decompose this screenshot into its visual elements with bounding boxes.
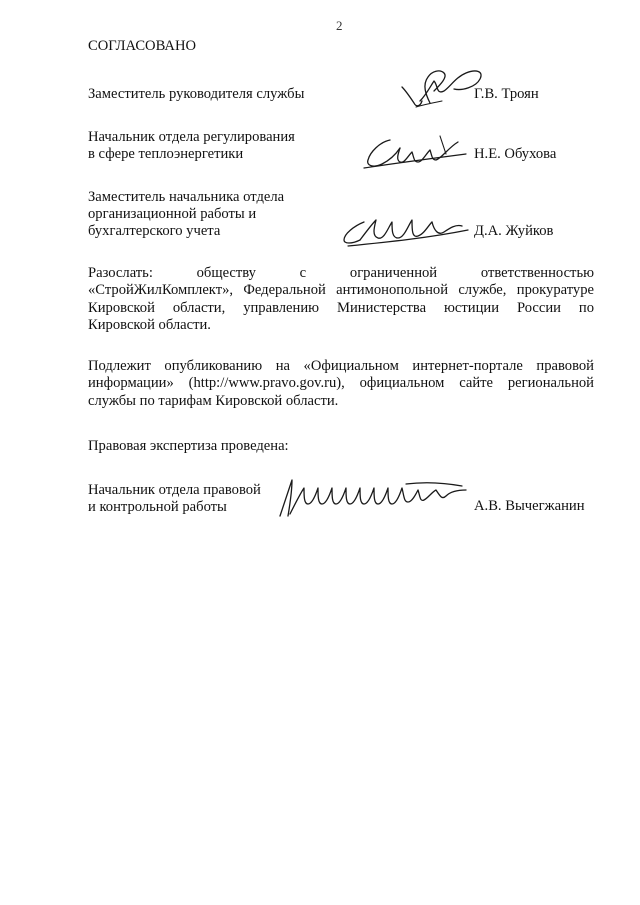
distribution-paragraph [88, 265, 594, 334]
signatory-3-role-line: организационной работы и [88, 206, 257, 222]
legal-review-role-line: и контрольной работы [88, 499, 227, 515]
legal-review-role [88, 482, 261, 516]
distribution-line: Кировской области, управлению Министерства юстиции России по [88, 299, 594, 316]
signatory-2-role [88, 129, 295, 163]
signatory-1-role-line: Заместитель руководителя службы [88, 86, 305, 102]
publication-paragraph [88, 358, 594, 410]
signatory-3-name: Д.А. Жуйков [474, 223, 554, 239]
signatory-2-signature [360, 128, 475, 178]
signatory-3-role [88, 189, 284, 240]
distribution-line: «СтройЖилКомплект», Федеральной антимонопольной службе, прокуратуре [88, 282, 594, 299]
signatory-3-role-line: Заместитель начальника отдела [88, 189, 285, 205]
legal-review-name: А.В. Вычегжанин [474, 498, 585, 514]
signatory-2-role-line: в сфере теплоэнергетики [88, 146, 244, 162]
legal-review-signature [270, 474, 470, 520]
publication-line: Подлежит опубликованию на «Официальном интернет-портале правовой [88, 358, 594, 374]
publication-line: службы по тарифам Кировской области. [88, 392, 339, 409]
signatory-1-signature [392, 55, 492, 125]
distribution-line: Разослать: обществу с ограниченной ответственностью [88, 265, 594, 281]
page-number: 2 [336, 18, 343, 33]
signatory-2-name: Н.Е. Обухова [474, 146, 557, 162]
signatory-2-role-line: Начальник отдела регулирования [88, 129, 295, 145]
publication-line: информации» (http://www.pravo.gov.ru), официальном сайте региональной [88, 375, 594, 392]
signatory-3-role-line: бухгалтерского учета [88, 223, 221, 239]
approval-heading: СОГЛАСОВАНО [88, 38, 197, 54]
legal-review-role-line: Начальник отдела правовой [88, 482, 261, 498]
signatory-1-role [88, 86, 304, 103]
signatory-1-name: Г.В. Троян [474, 86, 539, 102]
legal-review-statement: Правовая экспертиза проведена: [88, 438, 289, 454]
signatory-3-signature [338, 212, 473, 252]
distribution-line: Кировской области. [88, 316, 211, 333]
